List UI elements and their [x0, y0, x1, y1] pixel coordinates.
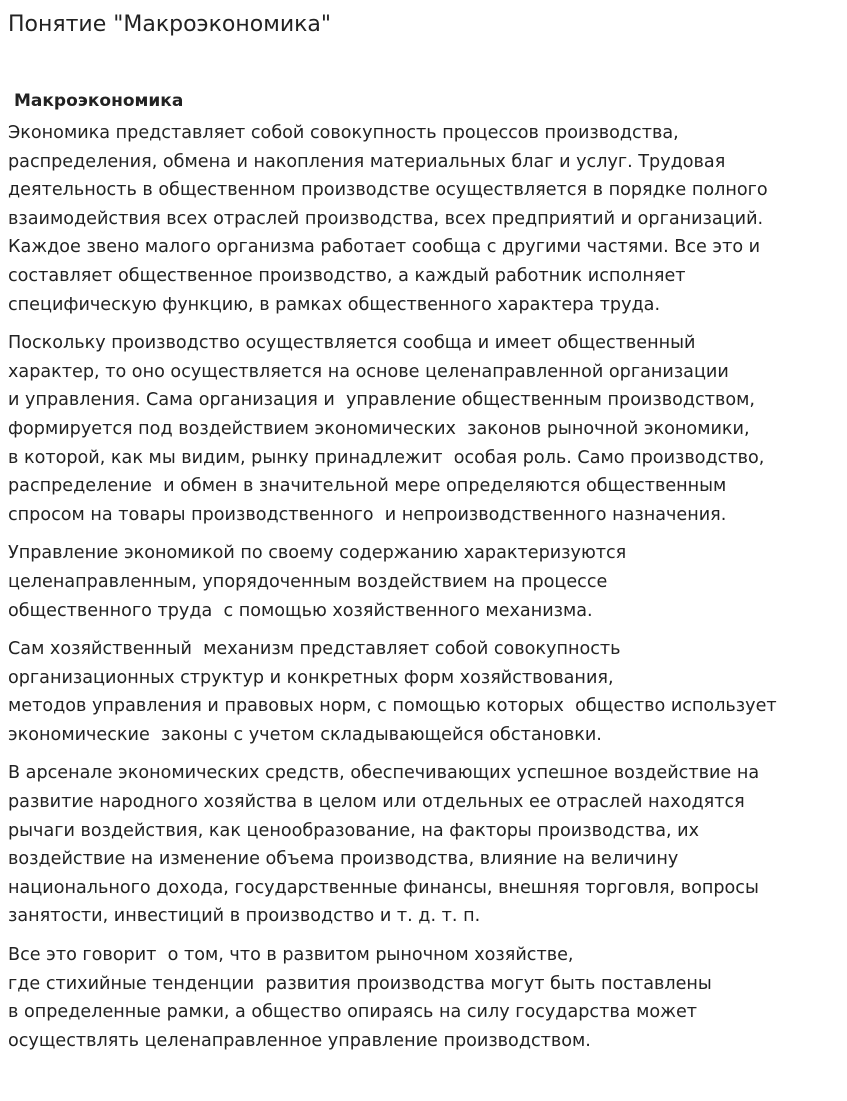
paragraph — [8, 941, 839, 1055]
text-line: В арсенале экономических средств, обеспечивающих успешное воздействие на — [8, 763, 760, 784]
text-line: в которой, как мы видим, рынку принадлежит особая роль. Само производство, — [8, 447, 765, 468]
text-line: Поскольку производство осуществляется сообща и имеет общественный — [8, 333, 696, 354]
paragraph — [8, 635, 839, 749]
text-line: специфическую функцию, в рамках общественного характера труда. — [8, 294, 661, 315]
text-line: целенаправленным, упорядоченным воздействием на процессе — [8, 571, 608, 592]
text-line: распределения, обмена и накопления материальных благ и услуг. Трудовая — [8, 151, 726, 172]
text-line: взаимодействия всех отраслей производства, всех предприятий и организаций. — [8, 208, 764, 229]
text-line: где стихийные тенденции развития производства могут быть поставлены — [8, 973, 712, 994]
text-line: осуществлять целенаправленное управление производством. — [8, 1030, 591, 1051]
text-line: Сам хозяйственный механизм представляет собой совокупность — [8, 639, 621, 660]
text-line: развитие народного хозяйства в целом или отдельных ее отраслей находятся — [8, 792, 745, 813]
text-line: характер, то оно осуществляется на основе целенаправленной организации — [8, 361, 729, 382]
text-line: воздействие на изменение объема производства, влияние на величину — [8, 849, 679, 870]
text-line: распределение и обмен в значительной мере определяются общественным — [8, 476, 727, 497]
paragraph — [8, 329, 839, 529]
paragraph — [8, 759, 839, 931]
text-line: спросом на товары производственного и непроизводственного назначения. — [8, 504, 727, 525]
text-line: рычаги воздействия, как ценообразование, на факторы производства, их — [8, 820, 700, 841]
page-title: Понятие "Макроэкономика" — [8, 12, 332, 37]
text-line: в определенные рамки, а общество опираясь на силу государства может — [8, 1002, 698, 1023]
text-line: общественного труда с помощью хозяйственного механизма. — [8, 600, 593, 621]
paragraph — [8, 539, 839, 625]
text-line: формируется под воздействием экономических законов рыночной экономики, — [8, 418, 750, 439]
section-heading: Макроэкономика — [14, 91, 184, 111]
text-line: экономические законы с учетом складывающейся обстановки. — [8, 724, 602, 745]
text-line: Каждое звено малого организма работает сообща с другими частями. Все это и — [8, 237, 761, 258]
text-line: составляет общественное производство, а каждый работник исполняет — [8, 265, 686, 286]
text-line: методов управления и правовых норм, с помощью которых общество использует — [8, 696, 777, 717]
text-line: деятельность в общественном производстве осуществляется в порядке полного — [8, 180, 768, 201]
text-line: организационных структур и конкретных форм хозяйствования, — [8, 667, 614, 688]
text-line: Экономика представляет собой совокупность процессов производства, — [8, 123, 679, 143]
article-body — [8, 119, 839, 1055]
text-line: Управление экономикой по своему содержанию характеризуются — [8, 543, 627, 564]
text-line: и управления. Сама организация и управление общественным производством, — [8, 390, 755, 411]
paragraph — [8, 119, 839, 319]
text-line: Все это говорит о том, что в развитом рыночном хозяйстве, — [8, 945, 574, 966]
text-line: занятости, инвестиций в производство и т. д. т. п. — [8, 906, 481, 927]
text-line: национального дохода, государственные финансы, внешняя торговля, вопросы — [8, 877, 759, 898]
